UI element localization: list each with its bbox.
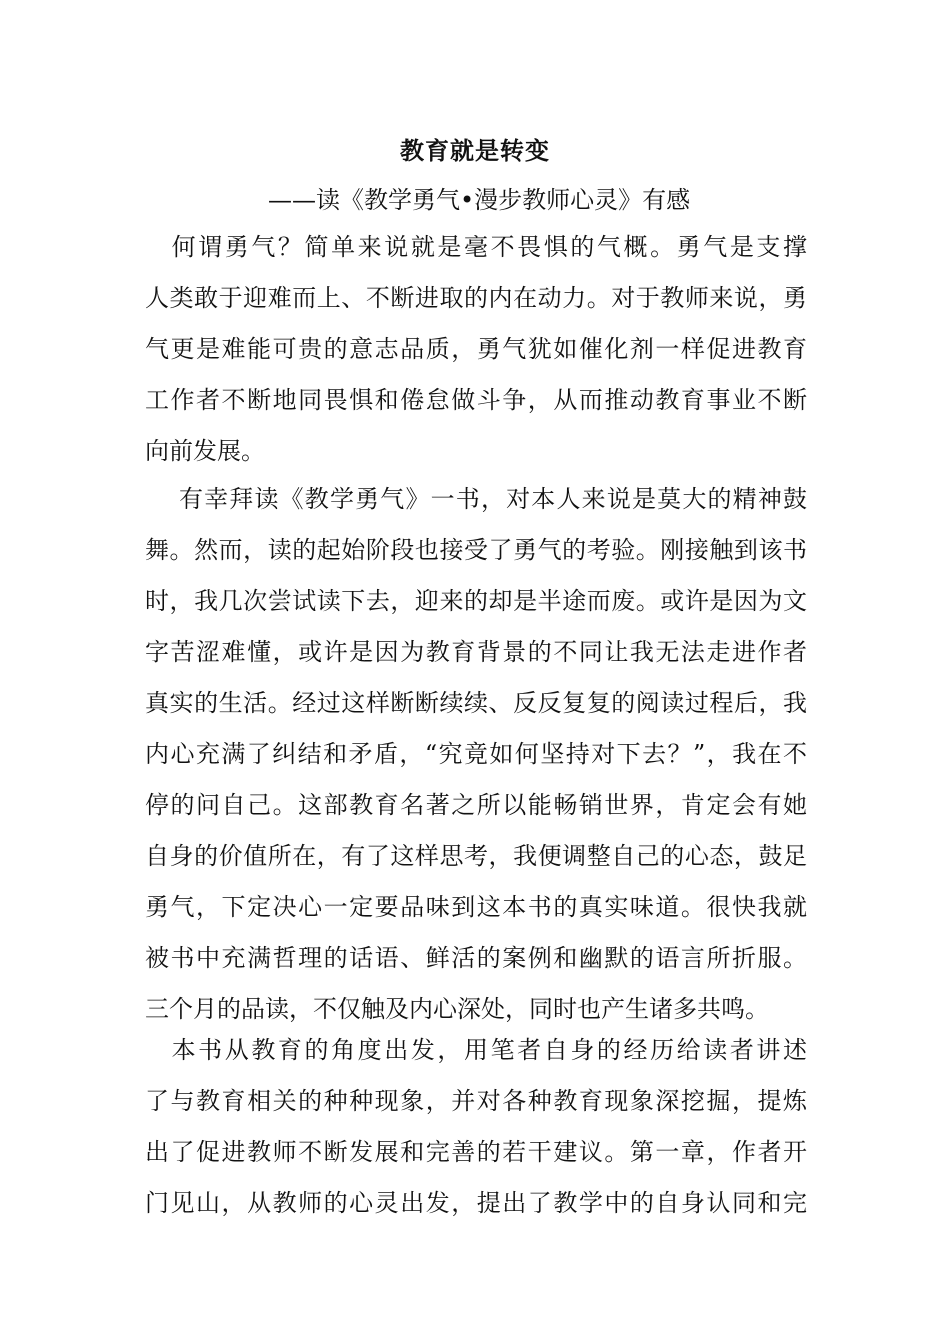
paragraph-line: 气更是难能可贵的意志品质，勇气犹如催化剂一样促进教育 bbox=[145, 335, 807, 363]
paragraph-line: 三个月的品读，不仅触及内心深处，同时也产生诸多共鸣。 bbox=[145, 995, 769, 1023]
paragraph-line: 舞。然而，读的起始阶段也接受了勇气的考验。刚接触到该书 bbox=[145, 536, 807, 564]
paragraph-line: 门见山，从教师的心灵出发，提出了教学中的自身认同和完 bbox=[145, 1189, 807, 1217]
paragraph-line: 本书从教育的角度出发，用笔者自身的经历给读者讲述 bbox=[145, 1036, 807, 1064]
paragraph-line: 字苦涩难懂，或许是因为教育背景的不同让我无法走进作者 bbox=[145, 638, 807, 666]
paragraph-line: 停的问自己。这部教育名著之所以能畅销世界，肯定会有她 bbox=[145, 791, 807, 819]
paragraph-line: 了与教育相关的种种现象，并对各种教育现象深挖掘，提炼 bbox=[145, 1087, 807, 1115]
paragraph-line: 真实的生活。经过这样断断续续、反反复复的阅读过程后，我 bbox=[145, 689, 807, 717]
paragraph-line: 内心充满了纠结和矛盾，“究竟如何坚持对下去？”，我在不 bbox=[145, 740, 807, 768]
paragraph-line: 勇气，下定决心一定要品味到这本书的真实味道。很快我就 bbox=[145, 893, 807, 921]
paragraph-2 bbox=[145, 474, 807, 1035]
paragraph-line: 何谓勇气？简单来说就是毫不畏惧的气概。勇气是支撑 bbox=[145, 233, 807, 261]
paragraph-line: 自身的价值所在，有了这样思考，我便调整自己的心态，鼓足 bbox=[145, 842, 807, 870]
document-subtitle: ——读《教学勇气•漫步教师心灵》有感 bbox=[268, 186, 691, 214]
document-title: 教育就是转变 bbox=[400, 137, 550, 165]
paragraph-line: 有幸拜读《教学勇气》一书，对本人来说是莫大的精神鼓 bbox=[145, 485, 807, 513]
paragraph-3 bbox=[145, 1025, 807, 1229]
paragraph-line: 人类敢于迎难而上、不断进取的内在动力。对于教师来说，勇 bbox=[145, 284, 807, 312]
paragraph-line: 向前发展。 bbox=[145, 437, 265, 465]
paragraph-1 bbox=[145, 222, 807, 477]
paragraph-line: 工作者不断地同畏惧和倦怠做斗争，从而推动教育事业不断 bbox=[145, 386, 807, 414]
paragraph-line: 时，我几次尝试读下去，迎来的却是半途而废。或许是因为文 bbox=[145, 587, 807, 615]
paragraph-line: 出了促进教师不断发展和完善的若干建议。第一章，作者开 bbox=[145, 1138, 807, 1166]
paragraph-line: 被书中充满哲理的话语、鲜活的案例和幽默的语言所折服。 bbox=[145, 944, 807, 972]
